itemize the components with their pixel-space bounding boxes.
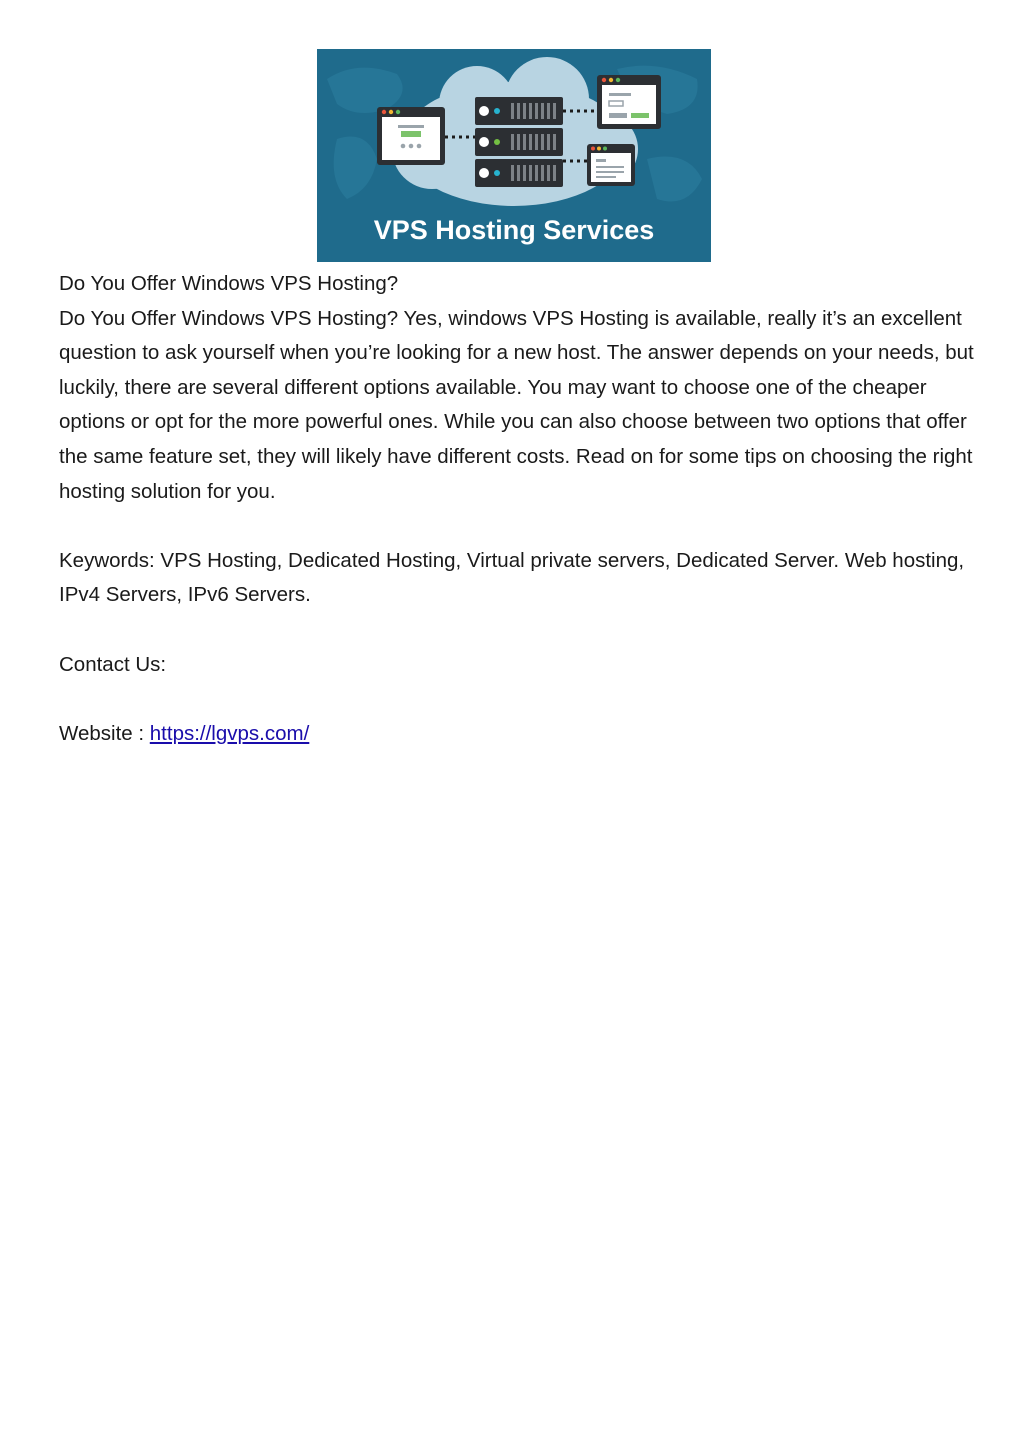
website-link[interactable]: https://lgvps.com/ bbox=[149, 721, 310, 745]
vps-hosting-illustration bbox=[317, 49, 711, 262]
banner-caption: VPS Hosting Services bbox=[373, 215, 655, 245]
paragraph-gap bbox=[59, 613, 979, 648]
keywords-paragraph: Keywords: VPS Hosting, Dedicated Hosting, Virtual private servers, Dedicated Server. Web hosting, IPv4 Servers, IPv6 Servers. bbox=[59, 548, 965, 607]
website-label: Website : bbox=[59, 721, 150, 745]
top-right-browser-window-icon bbox=[597, 75, 661, 129]
server-rack-icon bbox=[475, 97, 563, 187]
article-body: Do You Offer Windows VPS Hosting? Yes, windows VPS Hosting is available, really it’s an excellent question to ask yourself when you’re looking for a new host. The answer depends on your needs, but luckily, there are several different options available. You may want to choose one of the cheaper options or opt for the more powerful ones. While you can also choose between two options that offer the same feature set, they will likely have different costs. Read on for some tips on choosing the right hosting solution for you. bbox=[59, 306, 974, 503]
article-title: Do You Offer Windows VPS Hosting? bbox=[59, 272, 399, 295]
paragraph-gap bbox=[59, 682, 979, 717]
vps-hosting-banner-image bbox=[317, 49, 711, 262]
contact-heading: Contact Us: bbox=[59, 652, 167, 676]
bottom-right-browser-window-icon bbox=[587, 144, 635, 186]
paragraph-gap bbox=[59, 509, 979, 544]
article-content bbox=[59, 267, 979, 751]
website-line bbox=[59, 717, 979, 752]
left-browser-window-icon bbox=[377, 107, 445, 165]
